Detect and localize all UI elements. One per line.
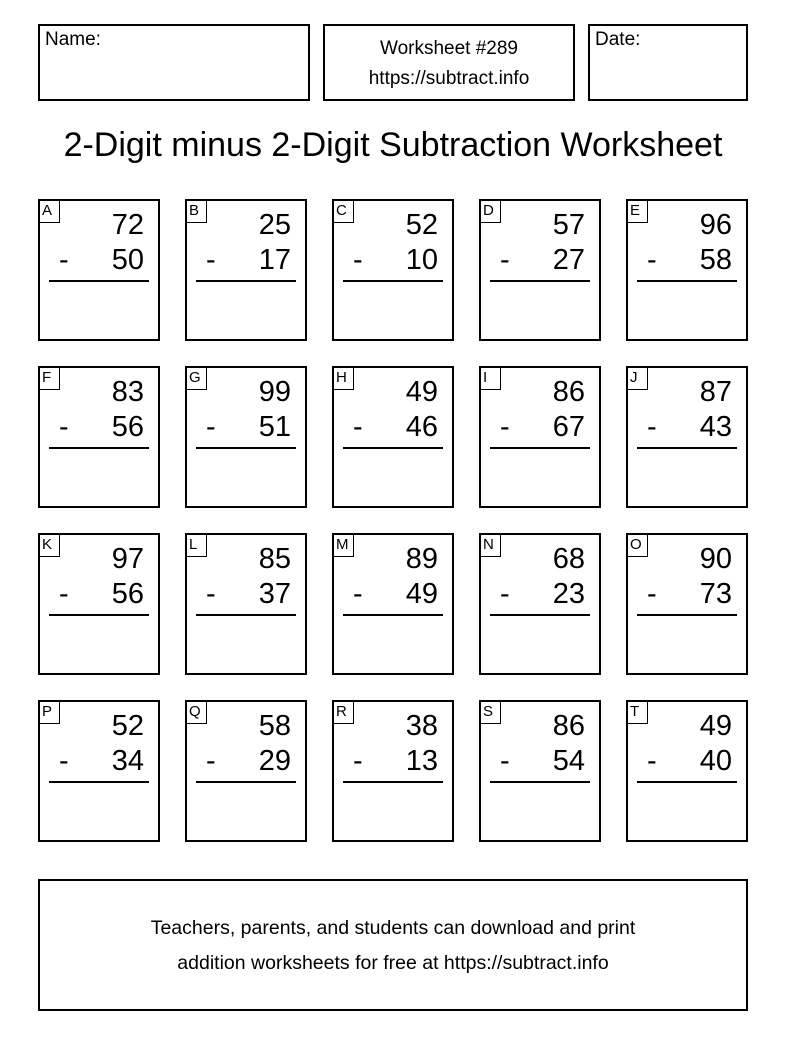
minuend: 97 xyxy=(111,543,144,575)
answer-line xyxy=(49,447,149,449)
minus-sign: - xyxy=(353,745,363,777)
problem-card xyxy=(185,533,307,675)
subtrahend: 56 xyxy=(111,411,144,443)
answer-line xyxy=(343,280,443,282)
page-title: 2-Digit minus 2-Digit Subtraction Worksheet xyxy=(63,126,723,164)
minus-sign: - xyxy=(206,745,216,777)
problem-card xyxy=(626,366,748,508)
minuend: 72 xyxy=(111,209,144,241)
problem-letter: G xyxy=(187,368,207,390)
minus-sign: - xyxy=(500,411,510,443)
minus-sign: - xyxy=(647,745,657,777)
problem-card xyxy=(332,199,454,341)
subtrahend: 34 xyxy=(111,745,144,777)
minus-sign: - xyxy=(353,578,363,610)
problem-card xyxy=(185,199,307,341)
answer-line xyxy=(343,781,443,783)
subtrahend: 58 xyxy=(699,244,732,276)
problem-card xyxy=(479,199,601,341)
minuend: 85 xyxy=(258,543,291,575)
minuend: 99 xyxy=(258,376,291,408)
subtrahend: 27 xyxy=(552,244,585,276)
problem-card xyxy=(332,366,454,508)
footer-line-1: Teachers, parents, and students can download and print xyxy=(150,917,636,939)
problem-card xyxy=(479,700,601,842)
subtrahend: 13 xyxy=(405,745,438,777)
minus-sign: - xyxy=(647,411,657,443)
answer-line xyxy=(49,280,149,282)
problem-letter: I xyxy=(481,368,501,390)
minuend: 86 xyxy=(552,710,585,742)
subtrahend: 51 xyxy=(258,411,291,443)
subtrahend: 37 xyxy=(258,578,291,610)
subtrahend: 73 xyxy=(699,578,732,610)
minuend: 57 xyxy=(552,209,585,241)
subtrahend: 10 xyxy=(405,244,438,276)
name-label: Name: xyxy=(45,29,101,50)
problem-letter: S xyxy=(481,702,501,724)
answer-line xyxy=(196,280,296,282)
subtrahend: 43 xyxy=(699,411,732,443)
answer-line xyxy=(343,447,443,449)
problem-letter: N xyxy=(481,535,501,557)
subtrahend: 46 xyxy=(405,411,438,443)
answer-line xyxy=(490,781,590,783)
minuend: 87 xyxy=(699,376,732,408)
subtrahend: 17 xyxy=(258,244,291,276)
minus-sign: - xyxy=(500,578,510,610)
problem-card xyxy=(185,366,307,508)
answer-line xyxy=(196,447,296,449)
subtrahend: 23 xyxy=(552,578,585,610)
problem-letter: L xyxy=(187,535,207,557)
problem-letter: E xyxy=(628,201,648,223)
minuend: 38 xyxy=(405,710,438,742)
answer-line xyxy=(490,280,590,282)
minus-sign: - xyxy=(206,578,216,610)
problem-letter: H xyxy=(334,368,354,390)
date-box xyxy=(588,24,748,101)
minuend: 68 xyxy=(552,543,585,575)
minuend: 86 xyxy=(552,376,585,408)
worksheet-number: Worksheet #289 xyxy=(379,38,518,59)
answer-line xyxy=(637,280,737,282)
minus-sign: - xyxy=(353,411,363,443)
problem-card xyxy=(38,366,160,508)
minus-sign: - xyxy=(59,745,69,777)
problem-letter: K xyxy=(40,535,60,557)
problem-card xyxy=(626,199,748,341)
minuend: 49 xyxy=(699,710,732,742)
answer-line xyxy=(490,447,590,449)
minuend: 25 xyxy=(258,209,291,241)
minus-sign: - xyxy=(647,244,657,276)
problem-card xyxy=(626,700,748,842)
problem-letter: P xyxy=(40,702,60,724)
problem-card xyxy=(479,533,601,675)
minus-sign: - xyxy=(206,244,216,276)
minuend: 52 xyxy=(111,710,144,742)
subtrahend: 54 xyxy=(552,745,585,777)
minuend: 58 xyxy=(258,710,291,742)
problem-card xyxy=(332,700,454,842)
subtrahend: 49 xyxy=(405,578,438,610)
minus-sign: - xyxy=(500,745,510,777)
footer-note xyxy=(38,879,748,1011)
answer-line xyxy=(637,447,737,449)
answer-line xyxy=(490,614,590,616)
subtrahend: 29 xyxy=(258,745,291,777)
problem-card xyxy=(38,199,160,341)
answer-line xyxy=(343,614,443,616)
problem-letter: T xyxy=(628,702,648,724)
minuend: 49 xyxy=(405,376,438,408)
minuend: 89 xyxy=(405,543,438,575)
minus-sign: - xyxy=(59,244,69,276)
minus-sign: - xyxy=(500,244,510,276)
minus-sign: - xyxy=(59,411,69,443)
minus-sign: - xyxy=(647,578,657,610)
problem-card xyxy=(38,700,160,842)
problem-card xyxy=(626,533,748,675)
problem-letter: Q xyxy=(187,702,207,724)
problem-letter: M xyxy=(334,535,354,557)
answer-line xyxy=(196,781,296,783)
problem-letter: R xyxy=(334,702,354,724)
subtrahend: 40 xyxy=(699,745,732,777)
answer-line xyxy=(637,614,737,616)
answer-line xyxy=(196,614,296,616)
date-label: Date: xyxy=(595,29,641,50)
footer-line-2: addition worksheets for free at https://subtract.info xyxy=(177,952,609,974)
problem-letter: C xyxy=(334,201,354,223)
minuend: 52 xyxy=(405,209,438,241)
minus-sign: - xyxy=(59,578,69,610)
problem-card xyxy=(185,700,307,842)
problem-card xyxy=(479,366,601,508)
answer-line xyxy=(49,781,149,783)
subtrahend: 67 xyxy=(552,411,585,443)
problem-letter: O xyxy=(628,535,648,557)
answer-line xyxy=(637,781,737,783)
minuend: 96 xyxy=(699,209,732,241)
problem-letter: D xyxy=(481,201,501,223)
worksheet-info-box xyxy=(323,24,575,101)
problem-card xyxy=(38,533,160,675)
minuend: 83 xyxy=(111,376,144,408)
worksheet-url: https://subtract.info xyxy=(368,68,530,89)
name-box xyxy=(38,24,310,101)
minus-sign: - xyxy=(206,411,216,443)
subtrahend: 50 xyxy=(111,244,144,276)
minus-sign: - xyxy=(353,244,363,276)
answer-line xyxy=(49,614,149,616)
minuend: 90 xyxy=(699,543,732,575)
problem-letter: J xyxy=(628,368,648,390)
subtrahend: 56 xyxy=(111,578,144,610)
problem-letter: B xyxy=(187,201,207,223)
problem-letter: F xyxy=(40,368,60,390)
problem-card xyxy=(332,533,454,675)
problem-letter: A xyxy=(40,201,60,223)
